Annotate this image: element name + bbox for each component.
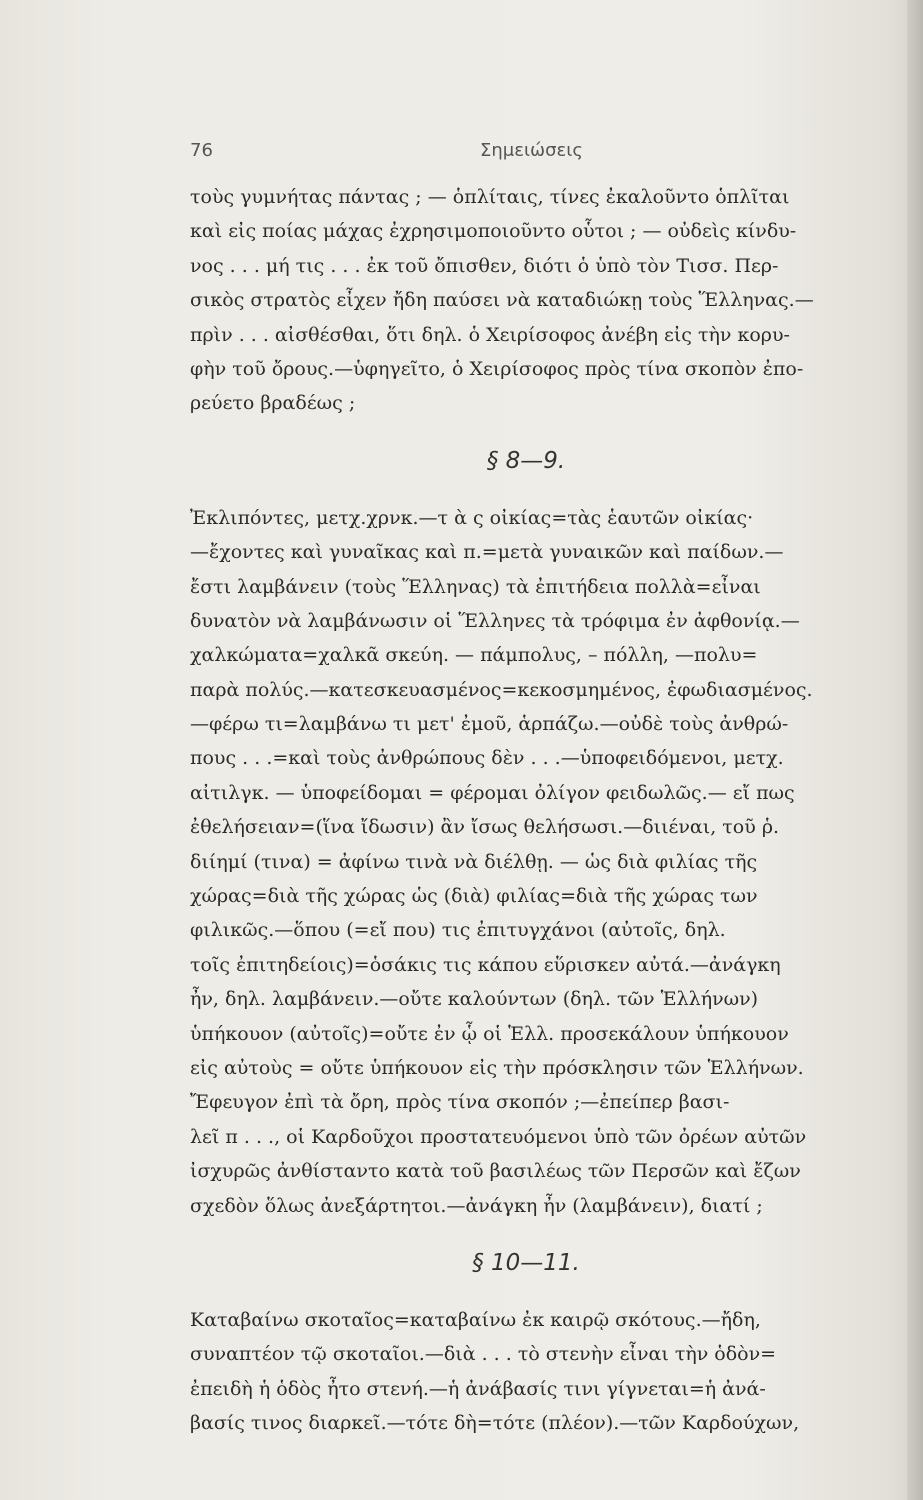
text-line: —ἔχοντες καὶ γυναῖκας καὶ π.=μετὰ γυναικῶν καὶ παίδων.— (190, 541, 784, 564)
text-block-3 (190, 1303, 902, 1441)
page-body (190, 180, 902, 1441)
text-line: σικὸς στρατὸς εἶχεν ἤδη παύσει νὰ καταδιώκῃ τοὺς Ἕλληνας.— (190, 289, 814, 312)
text-line: Ἐκλιπόντες, μετχ.χρνκ.—τ ὰ ς οἰκίας=τὰς ἑαυτῶν οἰκίας· (190, 506, 754, 529)
running-title: Σημειώσεις (480, 140, 583, 161)
text-line: πους . . .=καὶ τοὺς ἀνθρώπους δὲν . . .—ὑποφειδόμενοι, μετχ. (190, 747, 784, 770)
text-line: σχεδὸν ὅλως ἀνεξάρτητοι.—ἀνάγκη ἦν (λαμβάνειν), διατί ; (190, 1194, 763, 1217)
text-line: τοὺς γυμνήτας πάντας ; — ὁπλίταις, τίνες ἐκαλοῦντο ὁπλῖται (190, 186, 790, 208)
text-line: ὑπήκουον (αὐτοῖς)=οὔτε ἐν ᾧ οἱ Ἑλλ. προσεκάλουν ὑπήκουον (190, 1022, 789, 1045)
text-line: ρεύετο βραδέως ; (190, 392, 356, 415)
text-line: ἰσχυρῶς ἀνθίσταντο κατὰ τοῦ βασιλέως τῶν Περσῶν καὶ ἔζων (190, 1160, 801, 1183)
text-line: λεῖ π . . ., οἱ Καρδοῦχοι προστατευόμενοι ὑπὸ τῶν ὀρέων αὐτῶν (190, 1125, 807, 1148)
text-line: αἰτιλγκ. — ὑποφείδομαι = φέρομαι ὀλίγον φειδωλῶς.— εἴ πως (190, 781, 795, 804)
text-line: νος . . . μή τις . . . ἐκ τοῦ ὄπισθεν, διότι ὁ ὑπὸ τὸν Τισσ. Περ- (190, 254, 779, 277)
section-heading-8-9: § 8—9. (486, 447, 566, 474)
text-block-1 (190, 180, 902, 421)
page-edge-shadow (907, 0, 923, 1500)
text-line: —φέρω τι=λαμβάνω τι μετ' ἐμοῦ, ἁρπάζω.—οὐδὲ τοὺς ἀνθρώ- (190, 713, 789, 736)
text-line: Καταβαίνω σκοταῖος=καταβαίνω ἐκ καιρῷ σκότους.—ἤδη, (190, 1308, 761, 1331)
text-line: παρὰ πολύς.—κατεσκευασμένος=κεκοσμημένος, ἐφωδιασμένος. (190, 678, 813, 701)
page-number: 76 (190, 140, 213, 161)
text-line: φὴν τοῦ ὄρους.—ὑφηγεῖτο, ὁ Χειρίσοφος πρὸς τίνα σκοπὸν ἐπο- (190, 357, 804, 380)
text-line: δυνατὸν νὰ λαμβάνωσιν οἱ Ἕλληνες τὰ τρόφιμα ἐν ἀφθονίᾳ.— (190, 609, 800, 632)
text-line: ἔστι λαμβάνειν (τοὺς Ἕλληνας) τὰ ἐπιτήδεια πολλὰ=εἶναι (190, 575, 761, 598)
text-line: χαλκώματα=χαλκᾶ σκεύη. — πάμπολυς, – πόλλη, —πολυ= (190, 644, 758, 667)
text-line: βασίς τινος διαρκεῖ.—τότε δὴ=τότε (πλέον).—τῶν Καρδούχων, (190, 1412, 800, 1435)
text-line: ἐθελήσειαν=(ἵνα ἴδωσιν) ἂν ἴσως θελήσωσι.—διιέναι, τοῦ ῥ. (190, 816, 780, 839)
text-line: χώρας=διὰ τῆς χώρας ὡς (διὰ) φιλίας=διὰ τῆς χώρας των (190, 885, 758, 908)
text-line: εἰς αὐτοὺς = οὔτε ὑπήκουον εἰς τὴν πρόσκλησιν τῶν Ἑλλήνων. (190, 1056, 804, 1079)
text-line: πρὶν . . . αἰσθέσθαι, ὅτι δηλ. ὁ Χειρίσοφος ἀνέβη εἰς τὴν κορυ- (190, 323, 790, 346)
text-line: ἐπειδὴ ἡ ὁδὸς ἦτο στενή.—ἡ ἀνάβασίς τινι γίγνεται=ἡ ἀνά- (190, 1377, 766, 1400)
text-line: φιλικῶς.—ὅπου (=εἴ που) τις ἐπιτυγχάνοι (αὐτοῖς, δηλ. (190, 919, 726, 942)
text-line: τοῖς ἐπιτηδείοις)=ὁσάκις τις κάπου εὕρισκεν αὐτά.—ἀνάγκη (190, 953, 781, 976)
text-block-2 (190, 501, 902, 1223)
text-line: καὶ εἰς ποίας μάχας ἐχρησιμοποιοῦντο οὗτοι ; — οὐδεὶς κίνδυ- (190, 220, 797, 243)
section-heading-10-11: § 10—11. (472, 1249, 580, 1276)
text-line: συναπτέον τῷ σκοταῖοι.—διὰ . . . τὸ στενὴν εἶναι τὴν ὁδὸν= (190, 1343, 777, 1366)
text-line: διίημί (τινα) = ἀφίνω τινὰ νὰ διέλθῃ. — ὡς διὰ φιλίας τῆς (190, 850, 758, 873)
text-line: Ἔφευγον ἐπὶ τὰ ὄρη, πρὸς τίνα σκοπόν ;—ἐπείπερ βασι- (190, 1091, 730, 1114)
text-line: ἦν, δηλ. λαμβάνειν.—οὔτε καλούντων (δηλ. τῶν Ἑλλήνων) (190, 988, 759, 1011)
